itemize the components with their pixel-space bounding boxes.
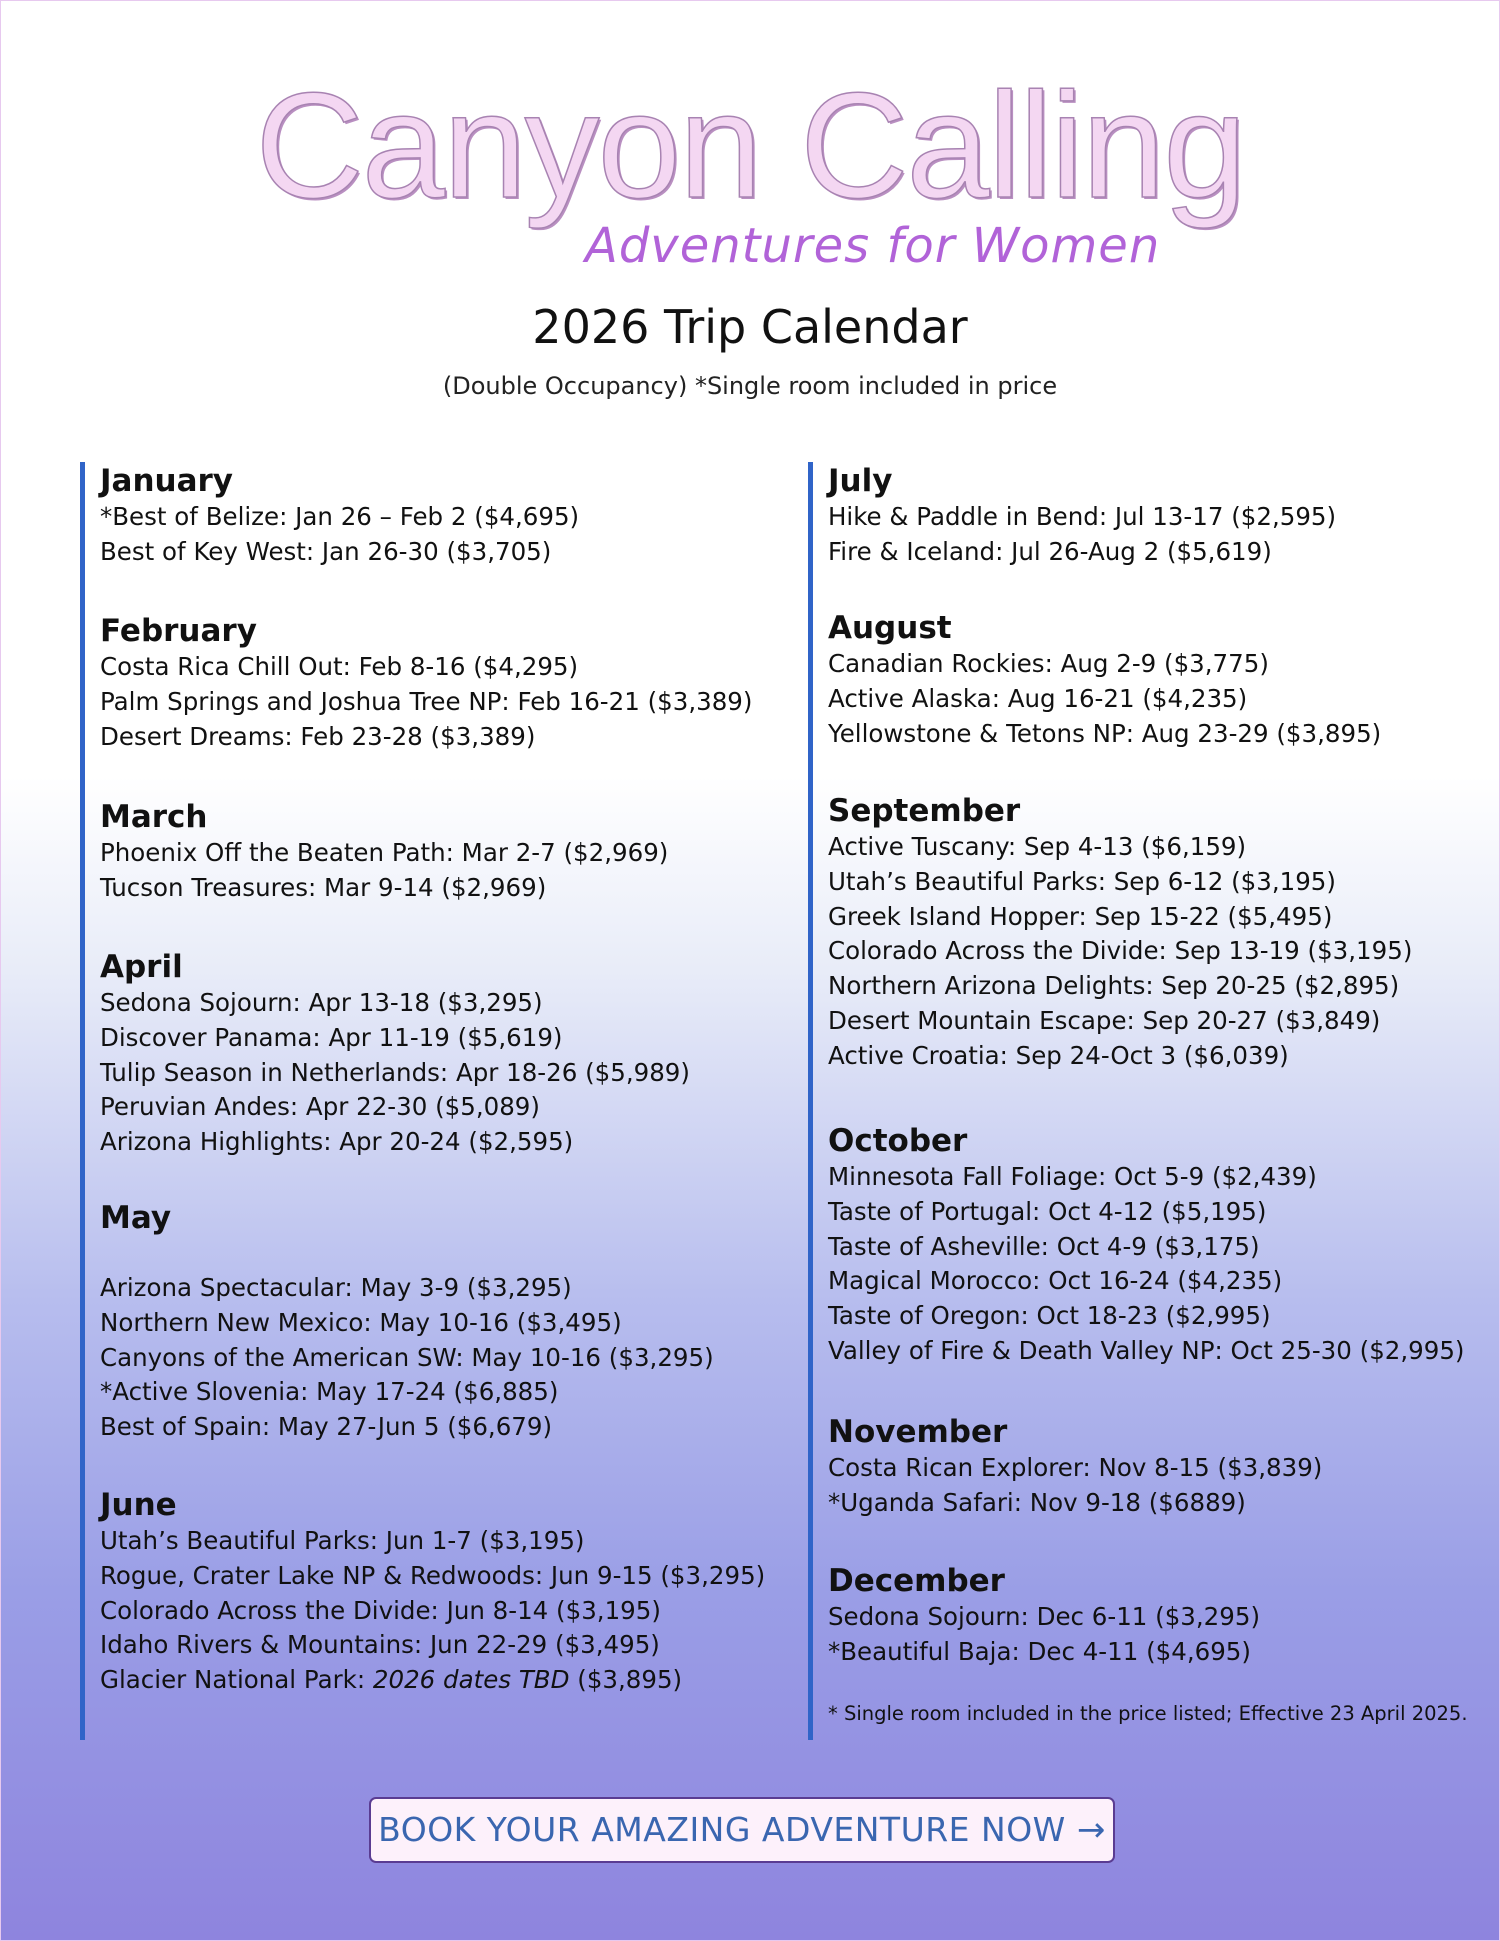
month-september [813, 792, 1412, 1074]
trip-price: ($3,895) [569, 1665, 683, 1695]
brand-tagline: Adventures for Women [585, 218, 1161, 274]
trip-item: Hike & Paddle in Bend: Jul 13-17 ($2,595) [828, 502, 1337, 531]
trip-name: Glacier National Park: [100, 1665, 373, 1695]
month-heading: June [100, 1487, 177, 1523]
trip-item: Desert Dreams: Feb 23-28 ($3,389) [100, 721, 536, 751]
trip-item: Taste of Asheville: Oct 4-9 ($3,175) [828, 1231, 1260, 1261]
cta-label: BOOK YOUR AMAZING ADVENTURE NOW [378, 1810, 1066, 1849]
trip-item: Utah’s Beautiful Parks: Sep 6-12 ($3,195) [828, 866, 1336, 896]
trip-item: Best of Spain: May 27-Jun 5 ($6,679) [100, 1412, 553, 1442]
book-adventure-button[interactable] [369, 1797, 1115, 1863]
trip-item: Sedona Sojourn: Dec 6-11 ($3,295) [828, 1602, 1261, 1631]
trip-item: *Best of Belize: Jan 26 – Feb 2 ($4,695) [100, 502, 580, 531]
trip-item-glacier [100, 1663, 765, 1698]
month-heading: July [828, 463, 893, 499]
trip-item: Fire & Iceland: Jul 26-Aug 2 ($5,619) [828, 536, 1272, 566]
month-may [85, 1199, 714, 1445]
trip-item: Arizona Highlights: Apr 20-24 ($2,595) [100, 1127, 574, 1157]
page-subtitle: (Double Occupancy) *Single room included in price [442, 372, 1058, 400]
trip-item: Idaho Rivers & Mountains: Jun 22-29 ($3,495) [100, 1630, 660, 1660]
month-heading: October [828, 1123, 968, 1159]
month-heading: December [828, 1563, 1005, 1599]
trip-item: Active Alaska: Aug 16-21 ($4,235) [828, 683, 1248, 713]
month-august [813, 609, 1381, 751]
trip-item: Greek Island Hopper: Sep 15-22 ($5,495) [828, 901, 1333, 931]
left-column [80, 462, 785, 1740]
month-june [85, 1486, 765, 1698]
month-april [85, 948, 690, 1160]
month-heading: April [100, 949, 183, 985]
month-heading: September [828, 793, 1021, 829]
trip-item: Yellowstone & Tetons NP: Aug 23-29 ($3,895) [828, 718, 1382, 748]
month-october [813, 1122, 1465, 1369]
month-january [85, 462, 579, 570]
trip-dates-tbd: 2026 dates TBD [372, 1665, 570, 1695]
trip-item: Taste of Oregon: Oct 18-23 ($2,995) [828, 1301, 1271, 1331]
trip-item: Active Croatia: Sep 24-Oct 3 ($6,039) [828, 1040, 1289, 1070]
trip-item: Canadian Rockies: Aug 2-9 ($3,775) [828, 649, 1269, 678]
trip-item: Active Tuscany: Sep 4-13 ($6,159) [828, 832, 1247, 861]
month-heading: January [100, 463, 234, 499]
month-february [85, 612, 752, 754]
trip-item: Taste of Portugal: Oct 4-12 ($5,195) [828, 1196, 1267, 1226]
month-heading: February [100, 613, 257, 649]
arrow-right-icon: → [1076, 1810, 1106, 1850]
trip-item: Northern New Mexico: May 10-16 ($3,495) [100, 1307, 622, 1337]
trip-item: Costa Rican Explorer: Nov 8-15 ($3,839) [828, 1453, 1323, 1482]
trip-item: Northern Arizona Delights: Sep 20-25 ($2,895) [828, 971, 1400, 1001]
right-column [808, 462, 1493, 1740]
month-heading: August [828, 610, 952, 646]
month-december [813, 1562, 1260, 1670]
trip-item: *Beautiful Baja: Dec 4-11 ($4,695) [828, 1636, 1251, 1666]
trip-item: Valley of Fire & Death Valley NP: Oct 25-30 ($2,995) [828, 1335, 1465, 1365]
month-march [85, 798, 668, 906]
brand-name: Canyon Calling [255, 61, 1245, 229]
trip-item: Costa Rica Chill Out: Feb 8-16 ($4,295) [100, 652, 579, 681]
trip-item: Utah’s Beautiful Parks: Jun 1-7 ($3,195) [100, 1526, 585, 1555]
page-title: 2026 Trip Calendar [532, 300, 968, 354]
trip-item: Tucson Treasures: Mar 9-14 ($2,969) [100, 872, 547, 902]
month-november [813, 1413, 1322, 1521]
trip-item: Desert Mountain Escape: Sep 20-27 ($3,849) [828, 1005, 1381, 1035]
trip-item: Best of Key West: Jan 26-30 ($3,705) [100, 536, 552, 566]
trip-item: Colorado Across the Divide: Sep 13-19 ($3,195) [828, 936, 1413, 966]
month-heading: November [828, 1414, 1008, 1450]
trip-item: Canyons of the American SW: May 10-16 ($3,295) [100, 1342, 714, 1372]
trip-item: Magical Morocco: Oct 16-24 ($4,235) [828, 1266, 1283, 1296]
trip-item: Palm Springs and Joshua Tree NP: Feb 16-21 ($3,389) [100, 686, 753, 716]
month-heading: May [100, 1200, 172, 1236]
trip-item: Rogue, Crater Lake NP & Redwoods: Jun 9-15 ($3,295) [100, 1560, 766, 1590]
brand-logo [0, 60, 1500, 290]
trip-item: Colorado Across the Divide: Jun 8-14 ($3,195) [100, 1595, 661, 1625]
trip-item: Peruvian Andes: Apr 22-30 ($5,089) [100, 1092, 540, 1122]
footnote: * Single room included in the price listed; Effective 23 April 2025. [828, 1702, 1468, 1725]
trip-item: *Active Slovenia: May 17-24 ($6,885) [100, 1377, 559, 1407]
month-heading: March [100, 799, 208, 835]
trip-item: Sedona Sojourn: Apr 13-18 ($3,295) [100, 988, 543, 1017]
trip-item: Minnesota Fall Foliage: Oct 5-9 ($2,439) [828, 1162, 1317, 1191]
trip-item: Tulip Season in Netherlands: Apr 18-26 ($5,989) [100, 1057, 690, 1087]
trip-item: Arizona Spectacular: May 3-9 ($3,295) [100, 1273, 572, 1302]
trip-item: *Uganda Safari: Nov 9-18 ($6889) [828, 1487, 1246, 1517]
trip-item: Phoenix Off the Beaten Path: Mar 2-7 ($2,969) [100, 838, 669, 867]
trip-item: Discover Panama: Apr 11-19 ($5,619) [100, 1022, 563, 1052]
month-july [813, 462, 1336, 570]
